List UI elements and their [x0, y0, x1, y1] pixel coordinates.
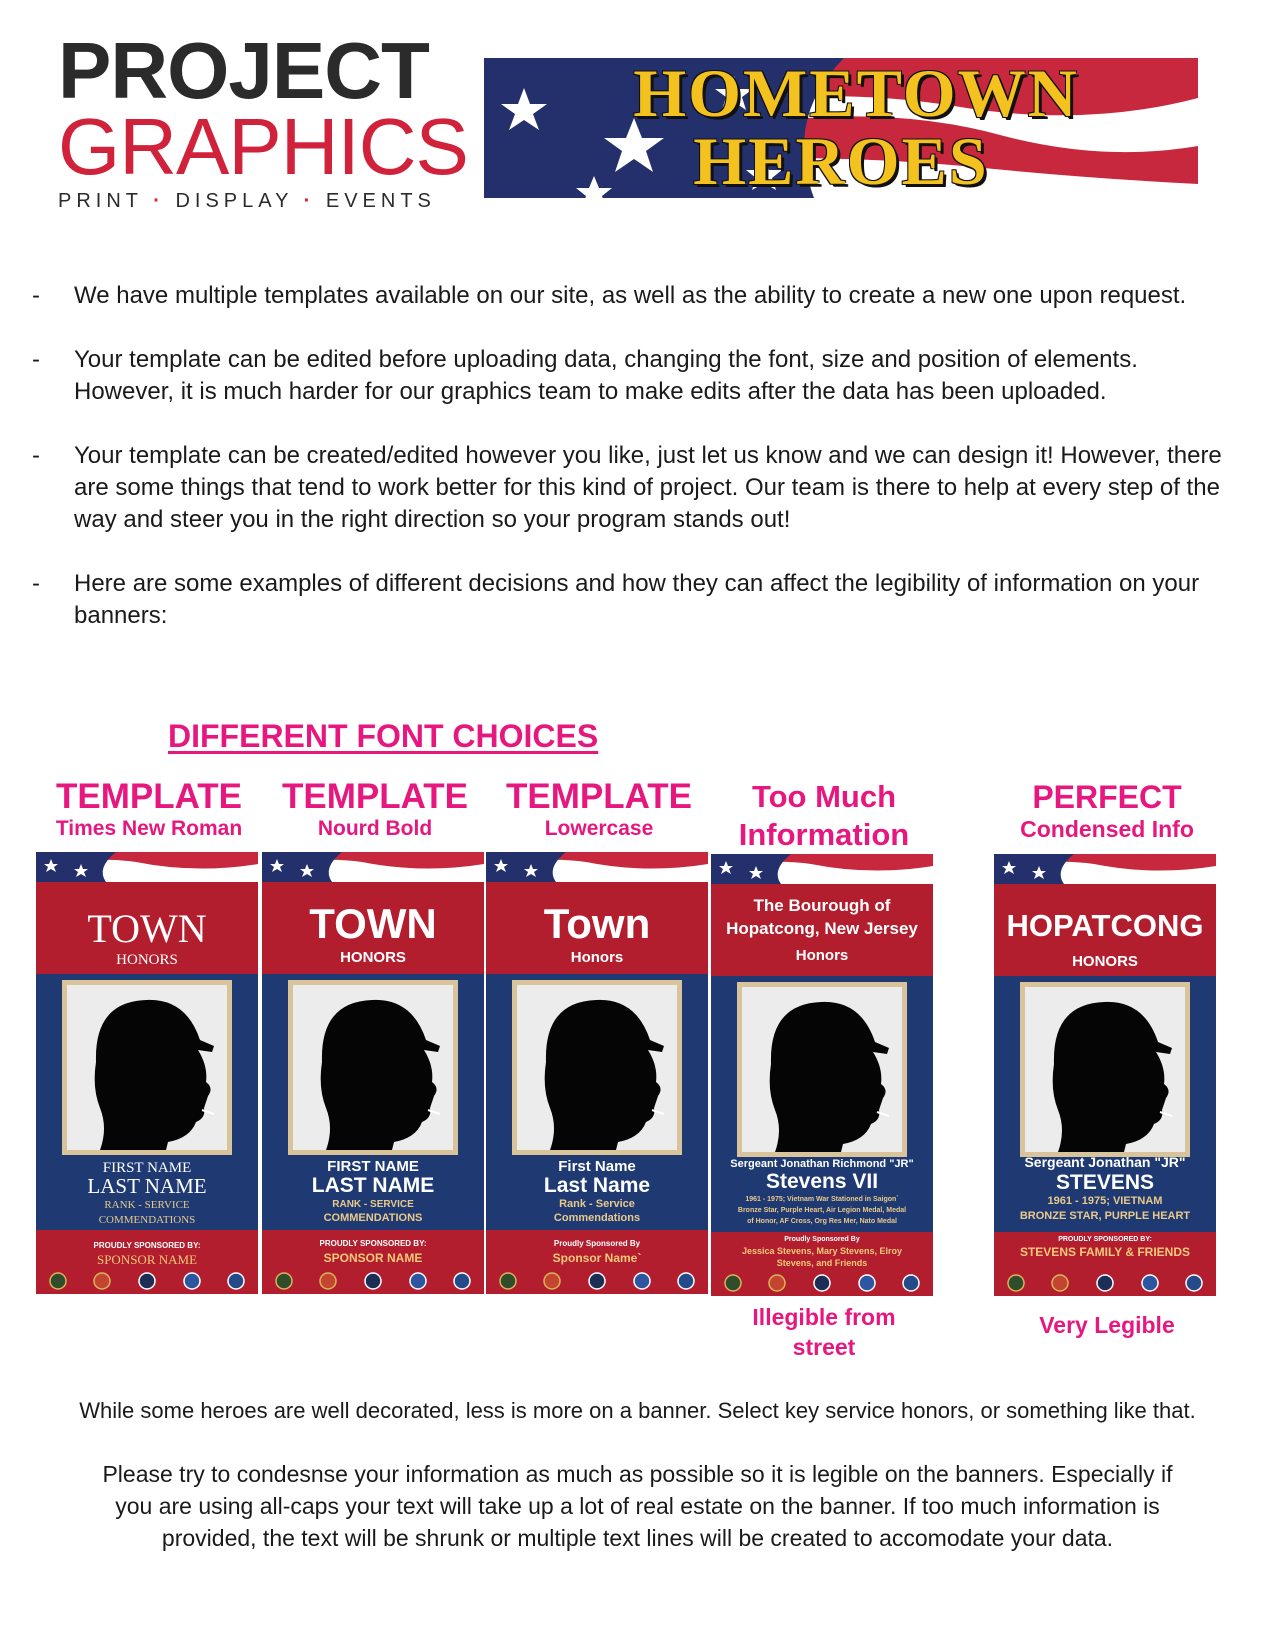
banner-detail: Rank - Service — [559, 1198, 635, 1210]
example-subheading: Condensed Info — [1020, 816, 1194, 842]
tagline-events: EVENTS — [325, 190, 436, 212]
bullet-item: - Your template can be created/edited however you like, just let us know and we can design it! However, there are some things that tend to work better for this kind of project. Our team is there to help at every step of the way and steer you in the right direction so your program stands out! — [32, 442, 1222, 533]
banner-first-name: First Name — [558, 1158, 636, 1175]
banner-last-name: Stevens VII — [765, 1170, 879, 1193]
logo-line-2: GRAPHICS — [58, 102, 468, 191]
banner-honors: Honors — [795, 947, 849, 964]
banner-detail: 1961 - 1975; Vietnam War Stationed in Saigon` — [745, 1196, 899, 1203]
logo-line-1: PROJECT — [58, 26, 429, 115]
example-column-4 — [711, 778, 937, 1360]
example-heading: TEMPLATE — [281, 777, 468, 816]
banner-last-name: STEVENS — [1055, 1171, 1155, 1194]
banner-last-name: Last Name — [543, 1174, 651, 1197]
banner-preview — [994, 854, 1216, 1296]
bullet-dash: - — [32, 442, 40, 469]
banner-preview — [262, 852, 484, 1294]
bullet-dash: - — [32, 282, 40, 309]
banner-town: HOPATCONG — [1006, 908, 1204, 943]
section-title: DIFFERENT FONT CHOICES — [168, 718, 599, 754]
banner-preview — [486, 852, 708, 1294]
example-column-1 — [36, 777, 262, 1267]
example-caption: Illegible from street — [752, 1304, 896, 1360]
tagline-display: DISPLAY — [175, 190, 294, 212]
banner-detail: Commendations — [553, 1212, 641, 1224]
bullet-item: - We have multiple templates available on our site, as well as the ability to create a new one upon request. — [32, 280, 1242, 312]
logo-tagline — [58, 190, 436, 213]
banner-preview — [36, 852, 258, 1294]
bullet-item: - Your template can be edited before uploading data, changing the font, size and position of elements. However, it is much harder for our graphics team to make edits after the data has been uploaded. — [32, 346, 1138, 405]
banner-sponsor: SPONSOR NAME — [323, 1251, 423, 1265]
project-graphics-logo — [58, 26, 468, 213]
example-caption: Very Legible — [1039, 1312, 1175, 1338]
tagline-dot: · — [153, 190, 165, 212]
banner-honors: HONORS — [116, 952, 178, 968]
banner-detail: RANK - SERVICE — [104, 1199, 190, 1211]
tagline-print: PRINT — [58, 190, 143, 212]
banner-honors: Honors — [570, 949, 624, 966]
banner-honors: HONORS — [340, 949, 406, 966]
example-subheading: Lowercase — [544, 817, 654, 840]
banner-sponsor-label: Proudly Sponsored By — [553, 1239, 641, 1248]
banner-sponsor-label: PROUDLY SPONSORED BY: — [319, 1239, 427, 1248]
banner-first-name: FIRST NAME — [327, 1158, 419, 1175]
banner-sponsor-label: PROUDLY SPONSORED BY: — [93, 1241, 201, 1250]
banner-first-name: Sergeant Jonathan Richmond "JR" — [730, 1158, 914, 1170]
banner-detail: of Honor, AF Cross, Org Res Mer, Nato Medal — [747, 1218, 897, 1225]
banner-detail: COMMENDATIONS — [323, 1212, 423, 1224]
banner-last-name: LAST NAME — [87, 1174, 207, 1198]
less-is-more-note: While some heroes are well decorated, less is more on a banner. Select key service honors, or something like that. — [79, 1398, 1196, 1423]
info-bullet-list — [32, 280, 1242, 664]
banner-sponsor: Sponsor Name` — [552, 1251, 642, 1265]
banner-honors: HONORS — [1072, 953, 1138, 970]
banner-sponsor: Jessica Stevens, Mary Stevens, Elroy — [741, 1246, 903, 1256]
example-column-5 — [994, 778, 1220, 1338]
banner-town: TOWN — [87, 906, 207, 951]
bullet-dash: - — [32, 346, 40, 373]
banner-town: TOWN — [309, 900, 437, 947]
hometown-heroes-banner — [484, 55, 1198, 199]
banner-first-name: FIRST NAME — [102, 1160, 192, 1176]
banner-first-name: Sergeant Jonathan "JR" — [1024, 1154, 1186, 1170]
banner-last-name: LAST NAME — [311, 1174, 435, 1197]
banner-sponsor: STEVENS FAMILY & FRIENDS — [1019, 1245, 1191, 1259]
bullet-item: - Here are some examples of different decisions and how they can affect the legibility of information on your banners: — [32, 570, 1200, 629]
banner-town: The Bourough of — [753, 896, 891, 915]
heroes-title: HEROES — [693, 123, 989, 199]
example-heading: PERFECT — [1032, 779, 1182, 815]
hometown-title: HOMETOWN — [633, 55, 1079, 131]
banner-detail: Bronze Star, Purple Heart, Air Legion Medal, Medal — [737, 1207, 907, 1214]
example-subheading: Information — [738, 817, 910, 852]
example-subheading: Times New Roman — [55, 817, 243, 840]
banner-town-line-2: Hopatcong, New Jersey — [726, 919, 918, 938]
example-column-3 — [486, 777, 712, 1265]
bullet-dash: - — [32, 570, 40, 597]
example-subheading: Nourd Bold — [317, 817, 433, 840]
example-heading: TEMPLATE — [505, 777, 692, 816]
example-column-2 — [262, 777, 488, 1265]
banner-detail: COMMENDATIONS — [98, 1214, 196, 1226]
banner-detail: 1961 - 1975; VIETNAM — [1047, 1195, 1163, 1207]
example-heading: Too Much — [751, 779, 897, 814]
banner-sponsor-label: Proudly Sponsored By — [784, 1236, 860, 1243]
banner-sponsor: SPONSOR NAME — [96, 1252, 198, 1267]
banner-preview — [711, 854, 933, 1296]
banner-town: Town — [543, 900, 651, 947]
example-heading: TEMPLATE — [55, 777, 242, 816]
banner-detail: RANK - SERVICE — [332, 1199, 414, 1210]
tagline-dot: · — [303, 190, 316, 212]
banner-sponsor-label: PROUDLY SPONSORED BY: — [1058, 1236, 1152, 1243]
banner-sponsor-line-2: Stevens, and Friends — [776, 1258, 868, 1268]
banner-detail: BRONZE STAR, PURPLE HEART — [1019, 1210, 1191, 1222]
condense-info-note: Please try to condesnse your information as much as possible so it is legible on the banners. Especially if you are using all-caps your text will take up a lot of real estate on the banner. If too much information is provided, the text will be shrunk or multiple text lines will be created to accomodate your data. — [102, 1461, 1173, 1551]
